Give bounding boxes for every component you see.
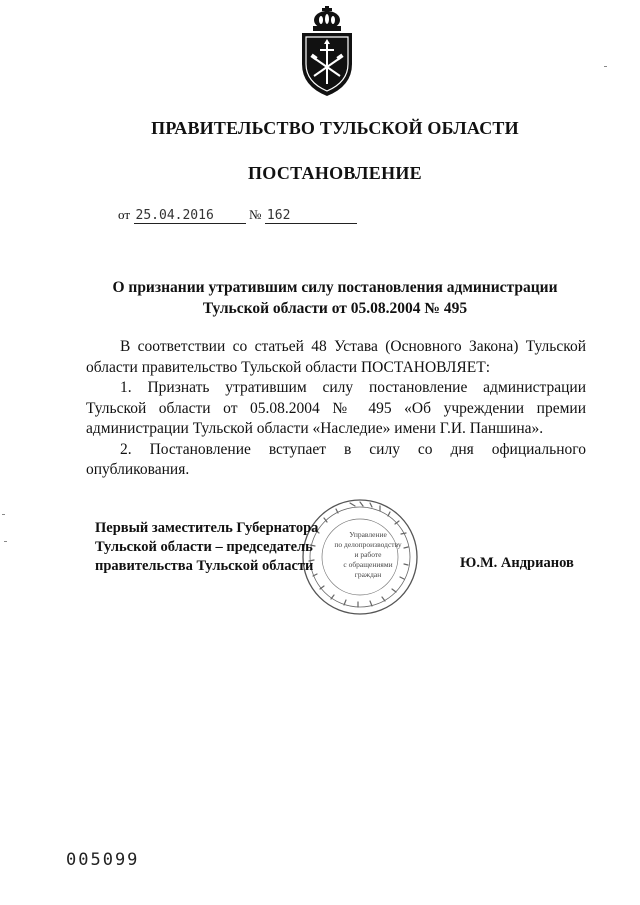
seal-line-2: по делопроизводству bbox=[334, 540, 402, 549]
document-subject bbox=[100, 277, 570, 319]
body-paragraph-1: В соответствии со статьей 48 Устава (Основного Закона) Тульской области правительство Тульской области ПОСТАНОВЛЯЕТ: bbox=[86, 338, 586, 376]
scan-speck bbox=[4, 541, 7, 542]
signatory-position-line-1: Первый заместитель Губернатора bbox=[95, 520, 319, 536]
subject-line-2: Тульской области от 05.08.2004 № 495 bbox=[202, 300, 468, 317]
number-label: № bbox=[249, 207, 262, 222]
subject-line-1: О признании утратившим силу постановления администрации bbox=[112, 279, 558, 296]
document-body bbox=[86, 337, 586, 481]
document-number: 162 bbox=[265, 208, 357, 224]
body-paragraph-3: 2. Постановление вступает в силу со дня официального опубликования. bbox=[86, 440, 586, 478]
government-title: ПРАВИТЕЛЬСТВО ТУЛЬСКОЙ ОБЛАСТИ bbox=[151, 118, 519, 138]
date-label: от bbox=[118, 207, 131, 222]
seal-line-3: и работе bbox=[354, 550, 382, 559]
signatory-position bbox=[95, 519, 355, 576]
serial-number: 005099 bbox=[66, 850, 140, 870]
signatory-position-line-2: Тульской области – председатель bbox=[95, 539, 313, 555]
scan-speck bbox=[604, 66, 607, 67]
seal-line-4: с обращениями bbox=[343, 560, 393, 569]
document-date: 25.04.2016 bbox=[134, 208, 246, 224]
signatory-position-line-3: правительства Тульской области bbox=[95, 558, 314, 574]
body-paragraph-2: 1. Признать утратившим силу постановление администрации Тульской области от 05.08.2004 № 495 «Об учреждении премии администрации Тульской области «Наследие» имени Г.И. Паншина». bbox=[86, 379, 586, 437]
document-type: ПОСТАНОВЛЕНИЕ bbox=[248, 163, 422, 183]
seal-line-5: граждан bbox=[354, 570, 382, 579]
tula-coat-of-arms-icon bbox=[296, 6, 358, 98]
scan-speck bbox=[2, 514, 5, 515]
signatory-name: Ю.М. Андрианов bbox=[460, 555, 574, 571]
seal-line-1: Управление bbox=[349, 530, 387, 539]
document-number-line bbox=[118, 207, 357, 224]
